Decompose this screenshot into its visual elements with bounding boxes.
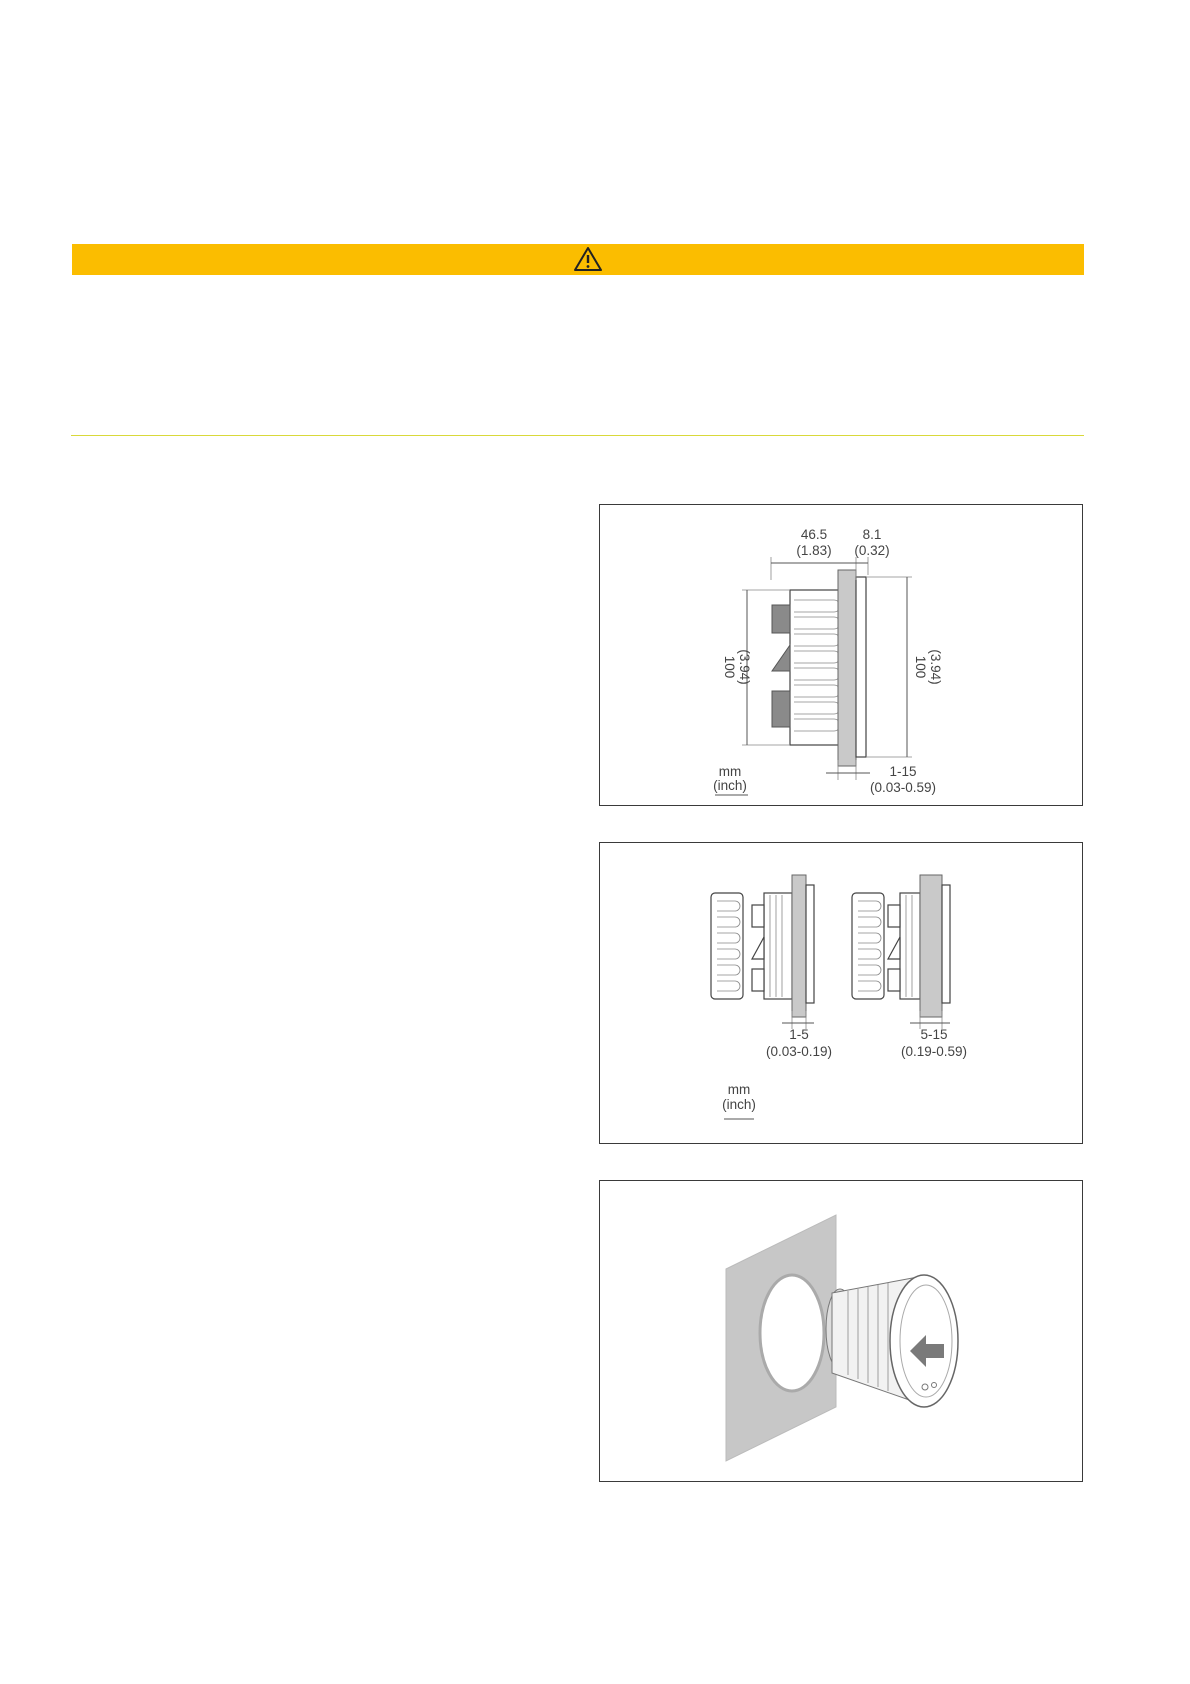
dimension-drawing bbox=[599, 504, 1083, 806]
range-b-mm-label: 5-15 bbox=[920, 1027, 948, 1042]
range-a-mm-label: 1-5 bbox=[789, 1027, 809, 1042]
unit-mm-label: mm bbox=[727, 1082, 751, 1097]
section-divider bbox=[71, 435, 1084, 436]
assembly-thick-panel bbox=[852, 875, 950, 1029]
unit-mm-label: mm bbox=[718, 764, 742, 779]
panel-mm-label: 1-15 bbox=[889, 764, 917, 779]
height-left-inch-label: (3.94) bbox=[737, 649, 752, 685]
insertion-drawing bbox=[599, 1180, 1083, 1482]
warning-triangle-icon bbox=[573, 246, 603, 272]
unit-inch-label: (inch) bbox=[722, 1097, 756, 1112]
range-b-inch-label: (0.19-0.59) bbox=[900, 1044, 968, 1059]
depth-inch-label: (1.83) bbox=[796, 543, 832, 558]
range-a-inch-label: (0.03-0.19) bbox=[765, 1044, 833, 1059]
depth-mm-label: 46.5 bbox=[800, 527, 828, 542]
front-mm-label: 8.1 bbox=[862, 527, 882, 542]
height-right-mm-label: 100 bbox=[913, 655, 928, 679]
height-right-inch-label: (3.94) bbox=[928, 649, 943, 685]
warning-banner bbox=[72, 244, 1084, 275]
front-inch-label: (0.32) bbox=[854, 543, 890, 558]
height-left-mm-label: 100 bbox=[722, 655, 737, 679]
assembly-thin-panel bbox=[711, 875, 814, 1029]
panel-thickness-drawing bbox=[599, 842, 1083, 1144]
panel-inch-label: (0.03-0.59) bbox=[869, 780, 937, 795]
unit-inch-label: (inch) bbox=[713, 778, 747, 793]
